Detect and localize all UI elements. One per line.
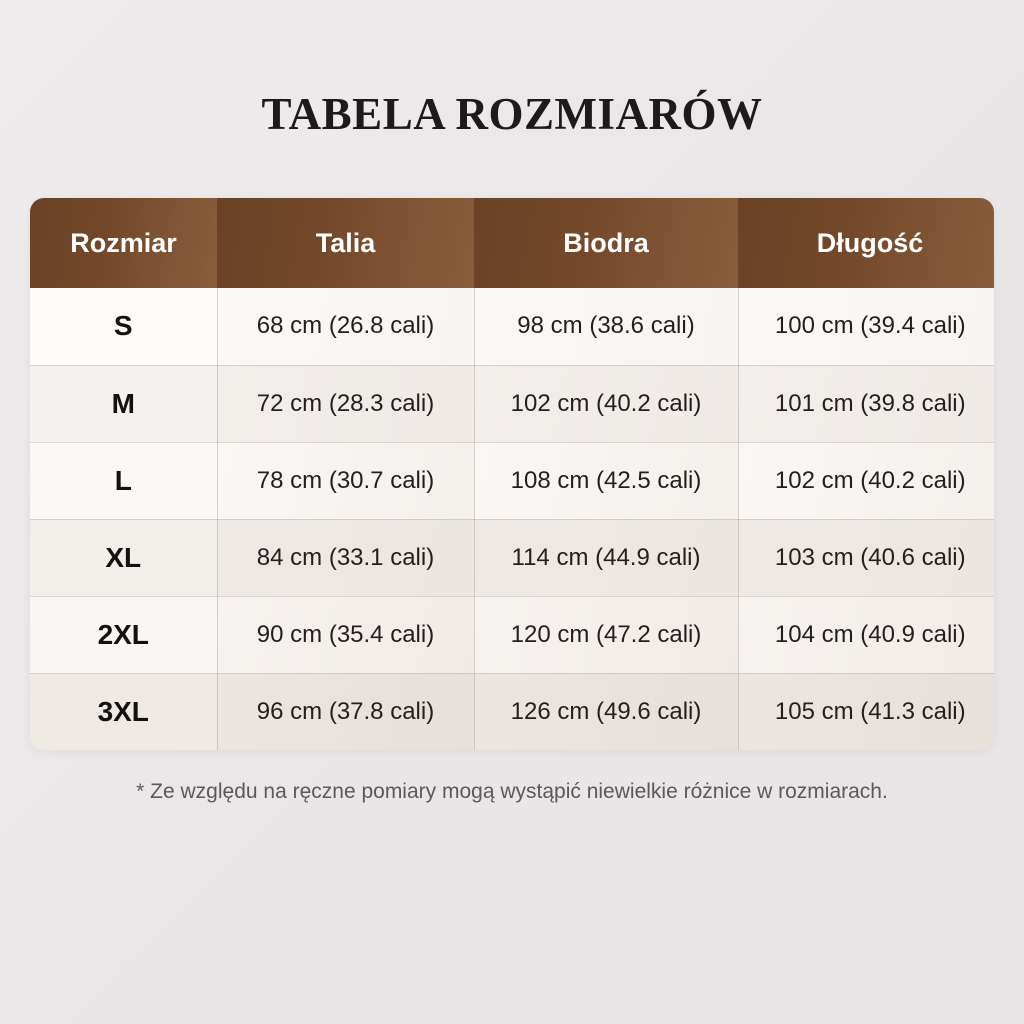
cell-size: 2XL: [30, 596, 217, 673]
cell-length: 103 cm (40.6 cali): [738, 519, 994, 596]
cell-waist: 68 cm (26.8 cali): [217, 288, 474, 365]
cell-size: M: [30, 365, 217, 442]
table-row: [30, 365, 994, 442]
cell-length: 105 cm (41.3 cali): [738, 673, 994, 750]
table-row: [30, 442, 994, 519]
page-title: TABELA ROZMIARÓW: [261, 89, 763, 139]
cell-size: S: [30, 288, 217, 365]
cell-hips: 108 cm (42.5 cali): [474, 442, 738, 519]
cell-waist: 72 cm (28.3 cali): [217, 365, 474, 442]
cell-length: 101 cm (39.8 cali): [738, 365, 994, 442]
column-header-size: Rozmiar: [30, 198, 217, 288]
measurement-disclaimer: * Ze względu na ręczne pomiary mogą wystąpić niewielkie różnice w rozmiarach.: [136, 780, 888, 803]
cell-length: 100 cm (39.4 cali): [738, 288, 994, 365]
cell-hips: 102 cm (40.2 cali): [474, 365, 738, 442]
cell-size: 3XL: [30, 673, 217, 750]
table-row: [30, 519, 994, 596]
cell-size: L: [30, 442, 217, 519]
cell-hips: 114 cm (44.9 cali): [474, 519, 738, 596]
table-row: [30, 673, 994, 750]
cell-waist: 90 cm (35.4 cali): [217, 596, 474, 673]
table-body: [30, 288, 994, 750]
cell-length: 102 cm (40.2 cali): [738, 442, 994, 519]
column-header-waist: Talia: [217, 198, 474, 288]
cell-hips: 120 cm (47.2 cali): [474, 596, 738, 673]
column-header-length: Długość: [738, 198, 994, 288]
size-table: [30, 198, 994, 750]
cell-size: XL: [30, 519, 217, 596]
cell-length: 104 cm (40.9 cali): [738, 596, 994, 673]
size-table-container: [30, 198, 994, 750]
cell-waist: 78 cm (30.7 cali): [217, 442, 474, 519]
table-row: [30, 596, 994, 673]
cell-waist: 96 cm (37.8 cali): [217, 673, 474, 750]
cell-hips: 126 cm (49.6 cali): [474, 673, 738, 750]
cell-waist: 84 cm (33.1 cali): [217, 519, 474, 596]
cell-hips: 98 cm (38.6 cali): [474, 288, 738, 365]
table-row: [30, 288, 994, 365]
table-header-row: [30, 198, 994, 288]
table-header: [30, 198, 994, 288]
column-header-hips: Biodra: [474, 198, 738, 288]
